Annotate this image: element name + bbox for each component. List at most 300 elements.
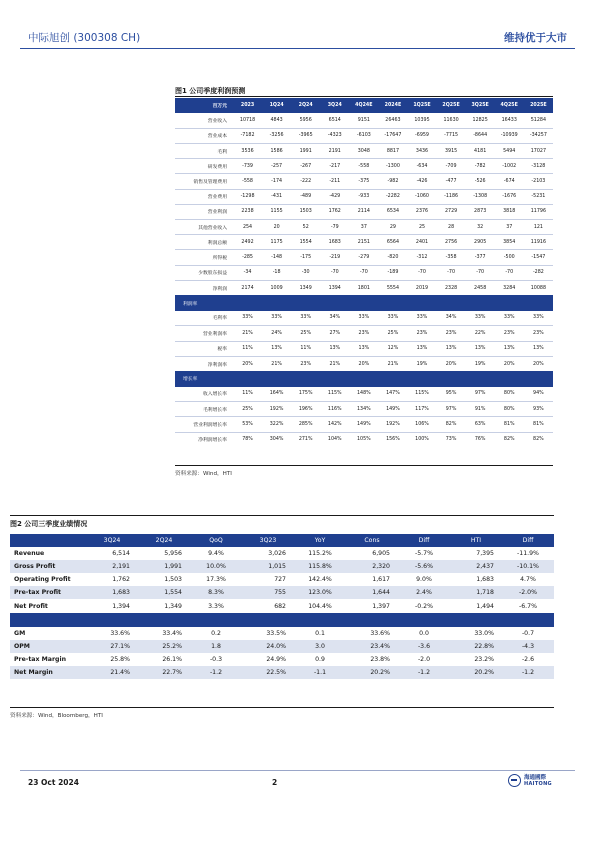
footer-divider — [20, 770, 575, 771]
table1-cell: 97% — [437, 402, 466, 417]
table2-cell: 33.6% — [370, 629, 390, 637]
table1-cell: -70 — [320, 265, 349, 280]
table2-row-label: Net Profit — [14, 602, 48, 610]
table1-cell: -782 — [466, 159, 495, 174]
table1-cell: -211 — [320, 174, 349, 189]
table2-cell: -2.6 — [521, 655, 535, 663]
table2-cell: 24.0% — [242, 640, 294, 653]
table1-row — [175, 356, 553, 371]
table2-header-cell: HTI — [450, 534, 502, 547]
table2-cell: -5.7% — [415, 550, 433, 558]
table1-band-cell — [466, 295, 495, 310]
table1-cell: -217 — [320, 159, 349, 174]
table1-cell: 33% — [271, 315, 282, 321]
table1-cell: 1394 — [320, 280, 349, 295]
table1-cell: 13% — [349, 341, 378, 356]
table1-cell: -148 — [262, 250, 291, 265]
table1-row — [175, 326, 553, 341]
table2-row — [10, 627, 554, 640]
table1-cell: 33% — [474, 315, 486, 321]
table1-header-cell: 1Q25E — [407, 98, 436, 113]
table1-cell: 20% — [495, 356, 524, 371]
table1-row — [175, 159, 553, 174]
table1-cell: 16433 — [501, 118, 517, 124]
table1-cell: -526 — [466, 174, 495, 189]
table2-cell: -1.1 — [294, 666, 346, 679]
table2-header-cell: QoQ — [190, 534, 242, 547]
table2-band-cell — [190, 613, 242, 627]
table1-cell: 33% — [358, 315, 370, 321]
table1-cell: 17027 — [524, 144, 553, 159]
table1-cell: -375 — [349, 174, 378, 189]
table1-band-cell — [524, 295, 553, 310]
table2-cell: -1.2 — [398, 666, 450, 679]
table1-cell: 10395 — [414, 118, 430, 124]
table1-cell: 117% — [407, 402, 436, 417]
table2-cell: 5,956 — [164, 550, 182, 558]
table2-row-label: Operating Profit — [14, 576, 71, 584]
q3-results-table — [10, 534, 554, 679]
table1-section-label: 增长率 — [175, 371, 233, 386]
table1-cell: -1298 — [233, 189, 262, 204]
table2-cell: 1,397 — [372, 602, 390, 610]
table1-cell: 2114 — [349, 204, 378, 219]
table1-cell: 192% — [378, 417, 407, 432]
table1-cell: 25% — [378, 326, 407, 341]
table2-divider-band — [10, 613, 554, 627]
table1-cell: 1991 — [291, 144, 320, 159]
table1-row-label: 毛利增长率 — [175, 402, 233, 417]
table1-cell: 9151 — [357, 118, 370, 124]
table1-cell: 81% — [495, 417, 524, 432]
table1-band-cell — [349, 295, 378, 310]
table2-cell: 123.0% — [294, 586, 346, 599]
table2-cell: -10.1% — [502, 560, 554, 573]
table2-cell: -1.2 — [190, 666, 242, 679]
table1-cell: 1586 — [262, 144, 291, 159]
table1-cell: -7182 — [233, 128, 262, 143]
table1-cell: -70 — [349, 265, 378, 280]
table1-cell: -982 — [378, 174, 407, 189]
table1-cell: -1002 — [495, 159, 524, 174]
table1-cell: 196% — [291, 402, 320, 417]
table2-cell: 9.4% — [208, 550, 224, 558]
table2-cell: 1,503 — [164, 576, 182, 584]
table1-cell: 23% — [291, 356, 320, 371]
table2-band-cell — [346, 613, 398, 627]
table1-band-cell — [349, 371, 378, 386]
table2-header-cell: YoY — [294, 534, 346, 547]
table1-header-cell: 2023 — [233, 98, 262, 113]
table2-top-rule — [10, 515, 554, 516]
table2-cell: 1,349 — [164, 602, 182, 610]
table1-cell: 28 — [437, 220, 466, 235]
table2-cell: 0.9 — [315, 655, 325, 663]
table1-cell: -1060 — [407, 189, 436, 204]
table1-cell: 2905 — [466, 235, 495, 250]
table1-cell: 82% — [495, 432, 524, 447]
table1-cell: 6534 — [378, 204, 407, 219]
table1-row-label: 销售及管理费用 — [175, 174, 233, 189]
table1-cell: -377 — [466, 250, 495, 265]
table1-header-cell: 4Q24E — [349, 98, 378, 113]
table1-band-cell — [378, 371, 407, 386]
table1-cell: -3128 — [524, 159, 553, 174]
table2-bottom-rule — [10, 707, 554, 708]
table2-cell: 727 — [274, 576, 286, 584]
table1-band-cell — [262, 371, 291, 386]
table1-cell: -175 — [291, 250, 320, 265]
table1-row — [175, 432, 553, 447]
table1-band-cell — [407, 371, 436, 386]
table1-cell: 22% — [466, 326, 495, 341]
table1-cell: -70 — [437, 265, 466, 280]
table2-cell: 9.0% — [416, 576, 432, 584]
table1-row-label: 营业利润率 — [175, 326, 233, 341]
table2-cell: 20.2% — [346, 666, 398, 679]
table2-cell: 3.0 — [294, 640, 346, 653]
table1-row-label: 净利润 — [175, 280, 233, 295]
table1-row — [175, 341, 553, 356]
table2-row-label: GM — [14, 629, 26, 637]
table1-cell: 11% — [291, 341, 320, 356]
table2-cell: 23.4% — [346, 640, 398, 653]
table2-cell: 115.8% — [294, 560, 346, 573]
table1-row — [175, 220, 553, 235]
table1-band-cell — [291, 371, 320, 386]
company-name: 中际旭创 (300308 CH) — [28, 32, 141, 44]
header-divider — [20, 48, 575, 49]
table1-cell: 91% — [466, 402, 495, 417]
table1-cell: 23% — [349, 326, 378, 341]
table1-cell: 2238 — [233, 204, 262, 219]
table2-cell: 2.4% — [398, 586, 450, 599]
table1-cell: 2328 — [437, 280, 466, 295]
table1-cell: 21% — [262, 356, 291, 371]
table1-cell: 20% — [349, 356, 378, 371]
table1-cell: 37 — [495, 220, 524, 235]
logo-text-en: HAITONG — [524, 781, 552, 787]
table1-cell: 149% — [378, 402, 407, 417]
table1-cell: 12825 — [472, 118, 488, 124]
table1-cell: -79 — [320, 220, 349, 235]
table1-cell: -933 — [349, 189, 378, 204]
table2-cell: 0.1 — [315, 629, 325, 637]
table1-cell: 8817 — [378, 144, 407, 159]
table1-row-label: 少数股东损益 — [175, 265, 233, 280]
table1-cell: -312 — [407, 250, 436, 265]
table1-row-label: 收入增长率 — [203, 392, 227, 398]
table1-cell: -7715 — [437, 128, 466, 143]
table2-cell: -0.7 — [521, 629, 535, 637]
table1-row — [175, 250, 553, 265]
table1-header-cell: 1Q24 — [262, 98, 291, 113]
table1-header-cell: 2025E — [524, 98, 553, 113]
table1-cell: 97% — [474, 391, 486, 397]
table1-row — [175, 402, 553, 417]
table2-cell: 8.3% — [190, 586, 242, 599]
table1-row-label: 营业成本 — [175, 128, 233, 143]
table1-cell: 2458 — [466, 280, 495, 295]
table1-cell: 2191 — [320, 144, 349, 159]
table1-header-row — [175, 98, 553, 113]
table1-cell: 37 — [349, 220, 378, 235]
table1-cell: -489 — [291, 189, 320, 204]
page-header — [0, 0, 595, 52]
table1-cell: 82% — [437, 417, 466, 432]
table1-cell: -500 — [495, 250, 524, 265]
table2-cell: 22.5% — [242, 666, 294, 679]
table1-header-cell: 3Q25E — [466, 98, 495, 113]
table2-cell: 3.3% — [208, 602, 224, 610]
table1-cell: 21% — [320, 356, 349, 371]
table2-cell: 2,191 — [86, 560, 138, 573]
table2-cell: 1,015 — [242, 560, 294, 573]
table1-cell: -1676 — [495, 189, 524, 204]
table2-row-label: Pre-tax Margin — [14, 655, 66, 663]
table1-cell: 21% — [233, 326, 262, 341]
table1-cell: 254 — [233, 220, 262, 235]
table1-cell: -2103 — [524, 174, 553, 189]
table2-row-label: Gross Profit — [10, 560, 86, 573]
table1-cell: 25% — [233, 402, 262, 417]
table1-cell: -285 — [233, 250, 262, 265]
table1-cell: 3048 — [349, 144, 378, 159]
table1-cell: 33% — [503, 315, 515, 321]
table1-cell: 13% — [320, 341, 349, 356]
table1-cell: 147% — [386, 391, 400, 397]
table2-header-cell — [10, 534, 86, 547]
table1-row-label: 研发费用 — [175, 159, 233, 174]
table2-cell: 0.2 — [211, 629, 221, 637]
table1-cell: -8644 — [466, 128, 495, 143]
table1-cell: 93% — [524, 402, 553, 417]
table1-cell: 1683 — [320, 235, 349, 250]
table1-cell: 1801 — [349, 280, 378, 295]
table1-cell: -2282 — [378, 189, 407, 204]
table1-cell: -820 — [378, 250, 407, 265]
table1-cell: 3854 — [495, 235, 524, 250]
table2-cell: 33.4% — [162, 629, 182, 637]
table1-cell: 34% — [329, 315, 341, 321]
table1-cell: 105% — [349, 432, 378, 447]
table1-cell: -3256 — [262, 128, 291, 143]
table1-header-cell: 3Q24 — [320, 98, 349, 113]
table1-cell: 2756 — [437, 235, 466, 250]
table1-cell: -279 — [349, 250, 378, 265]
table2-cell: 682 — [274, 602, 286, 610]
table2-cell: -2.0 — [417, 655, 431, 663]
table1-cell: 285% — [291, 417, 320, 432]
table2-cell: 1,683 — [86, 586, 138, 599]
table1-cell: -1308 — [466, 189, 495, 204]
table1-cell: 2492 — [233, 235, 262, 250]
table1-cell: -1300 — [378, 159, 407, 174]
table2-cell: 1,554 — [138, 586, 190, 599]
table1-cell: 10718 — [239, 118, 256, 124]
table1-band-cell — [466, 371, 495, 386]
table1-cell: 21% — [378, 356, 407, 371]
table1-cell: 73% — [437, 432, 466, 447]
table1-cell: 11% — [233, 341, 262, 356]
table1-cell: 94% — [533, 391, 544, 397]
table1-row-label: 营业收入 — [207, 119, 227, 125]
table1-cell: 5494 — [495, 144, 524, 159]
table2-cell: 2,437 — [450, 560, 502, 573]
logo-text-cn: 海通國際 — [524, 775, 547, 781]
haitong-logo — [508, 772, 568, 790]
table2-band-cell — [502, 613, 554, 627]
table1-row — [175, 204, 553, 219]
table2-cell: 25.2% — [138, 640, 190, 653]
table1-cell: 11916 — [524, 235, 553, 250]
table1-band-cell — [378, 295, 407, 310]
table2-header-cell: 3Q24 — [86, 534, 138, 547]
table2-band-cell — [86, 613, 138, 627]
table1-cell: 10088 — [524, 280, 553, 295]
table1-cell: 12% — [378, 341, 407, 356]
table2-cell: 33.6% — [110, 629, 130, 637]
table1-row-label: 利润总额 — [175, 235, 233, 250]
table1-cell: 63% — [466, 417, 495, 432]
table1-cell: 20 — [262, 220, 291, 235]
table2-cell: -1.2 — [502, 666, 554, 679]
table1-cell: 23% — [407, 326, 436, 341]
table1-cell: 80% — [503, 391, 515, 397]
table1-cell: 1762 — [320, 204, 349, 219]
table2-cell: 1,617 — [372, 576, 390, 584]
table1-cell: 271% — [291, 432, 320, 447]
table2-cell: 17.3% — [206, 576, 226, 584]
table1-cell: 322% — [262, 417, 291, 432]
table2-cell: 4.7% — [520, 576, 536, 584]
table1-cell: 4843 — [270, 118, 283, 124]
table1-cell: -17647 — [378, 128, 407, 143]
table1-cell: 20% — [437, 356, 466, 371]
table1-cell: 13% — [495, 341, 524, 356]
table2-row — [10, 573, 554, 586]
table2-row — [10, 666, 554, 679]
table2-band-cell — [10, 613, 86, 627]
table1-cell: -222 — [291, 174, 320, 189]
table1-top-rule — [175, 96, 553, 97]
table2-cell: 22.7% — [138, 666, 190, 679]
table1-row-label: 营业费用 — [175, 189, 233, 204]
report-date: 23 Oct 2024 — [28, 778, 79, 787]
table1-source: 资料来源：Wind，HTI — [175, 471, 232, 477]
table2-cell: 755 — [242, 586, 294, 599]
table1-cell: 1009 — [262, 280, 291, 295]
table1-band-cell — [495, 371, 524, 386]
table1-cell: 106% — [407, 417, 436, 432]
table1-row — [175, 189, 553, 204]
table1-cell: -709 — [437, 159, 466, 174]
table2-title: 图2 公司三季度业绩情况 — [10, 520, 88, 528]
table1-cell: 1349 — [291, 280, 320, 295]
table1-cell: 175% — [298, 391, 313, 397]
table1-cell: 3915 — [437, 144, 466, 159]
table1-cell: 1175 — [262, 235, 291, 250]
table1-cell: 3284 — [495, 280, 524, 295]
table1-cell: 34% — [445, 315, 457, 321]
table2-cell: 115.2% — [308, 550, 332, 558]
table1-cell: 19% — [407, 356, 436, 371]
table1-cell: 121 — [524, 220, 553, 235]
table1-cell: 20% — [524, 356, 553, 371]
table1-cell: 19% — [466, 356, 495, 371]
table1-band-cell — [407, 295, 436, 310]
table1-cell: 6564 — [378, 235, 407, 250]
table2-header-cell: Diff — [502, 534, 554, 547]
table2-band-cell — [294, 613, 346, 627]
table1-cell: 2174 — [233, 280, 262, 295]
table1-section-band — [175, 371, 553, 386]
table1-cell: 29 — [378, 220, 407, 235]
table2-cell: -11.9% — [517, 550, 539, 558]
table1-cell: 11796 — [524, 204, 553, 219]
table1-band-cell — [320, 371, 349, 386]
table1-cell: 100% — [407, 432, 436, 447]
table1-cell: 33% — [416, 315, 428, 321]
table1-cell: 134% — [349, 402, 378, 417]
table2-cell: 104.4% — [308, 602, 332, 610]
table1-cell: 6514 — [328, 118, 341, 124]
table2-row — [10, 586, 554, 599]
table1-cell: 2401 — [407, 235, 436, 250]
table1-cell: -674 — [495, 174, 524, 189]
table2-band-cell — [138, 613, 190, 627]
table1-cell: -10939 — [495, 128, 524, 143]
table2-row — [10, 547, 554, 560]
table1-cell: 192% — [262, 402, 291, 417]
table1-row — [175, 387, 553, 402]
table2-row-label: Net Margin — [10, 666, 86, 679]
table2-row-label: OPM — [10, 640, 86, 653]
table1-row-label: 营业利润增长率 — [175, 417, 233, 432]
table1-row-label: 毛利 — [175, 144, 233, 159]
table1-cell: -1186 — [437, 189, 466, 204]
table1-cell: -34257 — [524, 128, 553, 143]
table2-row — [10, 653, 554, 666]
table2-cell: -6.7% — [519, 602, 537, 610]
table2-row-label: Revenue — [14, 550, 45, 558]
table1-cell: 51284 — [530, 118, 547, 124]
table1-header-cell: 2024E — [378, 98, 407, 113]
table2-cell: 1,394 — [112, 602, 130, 610]
table2-cell: 1,683 — [476, 576, 494, 584]
table2-cell: 21.4% — [86, 666, 138, 679]
table1-band-cell — [233, 371, 262, 386]
table1-cell: 11% — [242, 391, 253, 397]
table1-cell: -174 — [262, 174, 291, 189]
table1-cell: 5554 — [378, 280, 407, 295]
table1-cell: -34 — [233, 265, 262, 280]
table1-cell: 4181 — [466, 144, 495, 159]
table1-cell: -6959 — [407, 128, 436, 143]
table1-cell: 3818 — [495, 204, 524, 219]
table2-row — [10, 640, 554, 653]
table2-cell: -3.6 — [398, 640, 450, 653]
table1-cell: 23% — [524, 326, 553, 341]
table1-cell: -30 — [291, 265, 320, 280]
table1-cell: 25% — [291, 326, 320, 341]
table2-cell: 33.5% — [266, 629, 286, 637]
table1-cell: 2873 — [466, 204, 495, 219]
table1-cell: 81% — [524, 417, 553, 432]
table1-cell: -558 — [349, 159, 378, 174]
table2-cell: 1,991 — [138, 560, 190, 573]
table1-row — [175, 417, 553, 432]
